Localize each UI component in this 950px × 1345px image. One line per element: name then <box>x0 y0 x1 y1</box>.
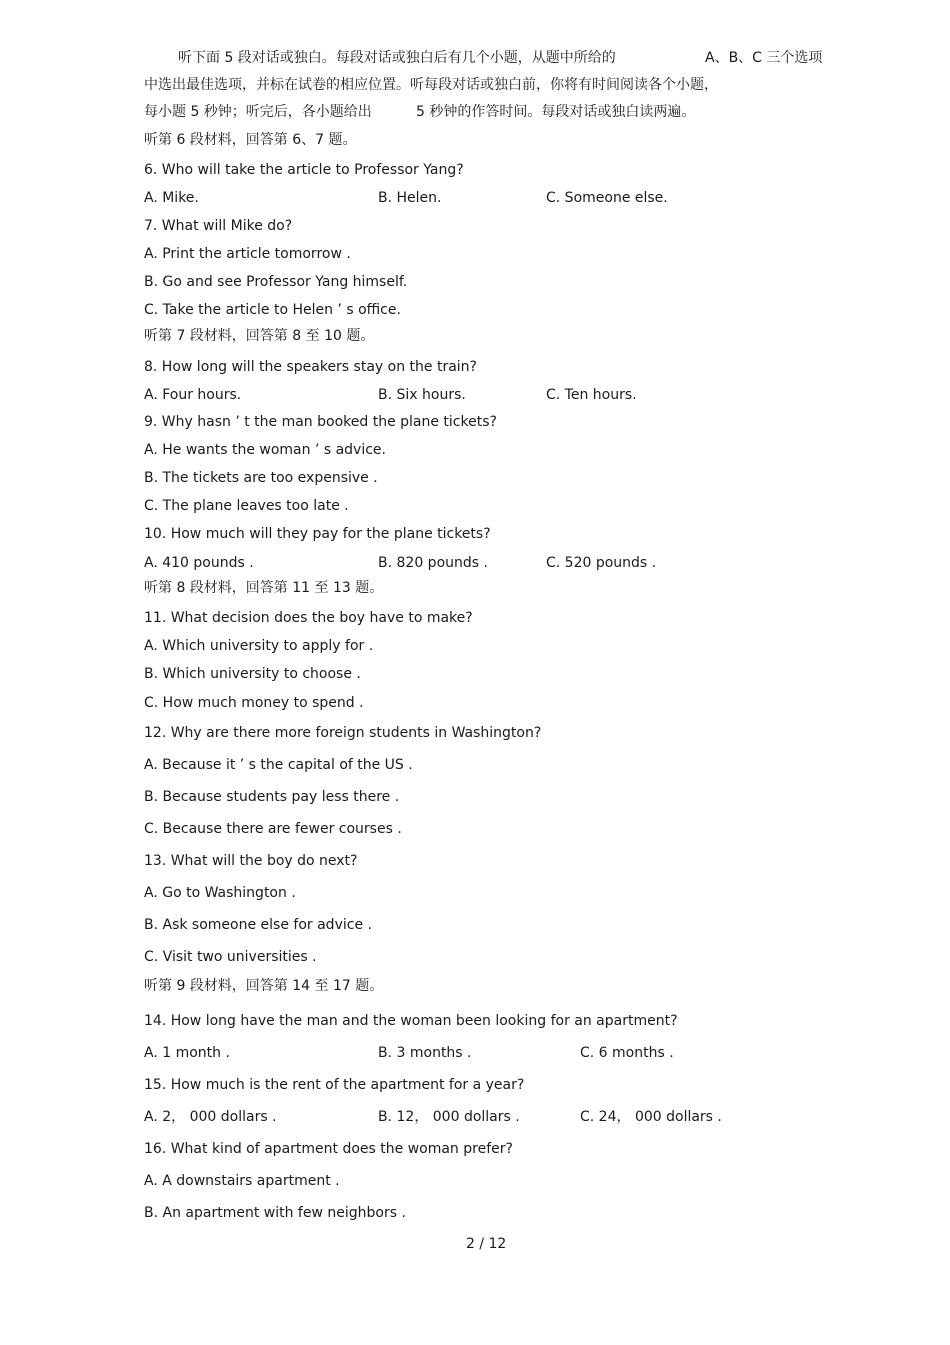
option-a: A. 410 pounds . <box>144 555 254 571</box>
option-b: B. Ask someone else for advice . <box>144 917 372 933</box>
intro-line-1: 听下面 5 段对话或独白。每段对话或独白后有几个小题，从题中所给的 <box>178 50 616 66</box>
option-a: A. 1 month . <box>144 1045 230 1061</box>
question-stem: 6. Who will take the article to Professor Yang? <box>144 162 464 178</box>
option-a: A. Print the article tomorrow . <box>144 246 351 262</box>
option-a: A. Four hours. <box>144 387 242 403</box>
section-heading: 听第 7 段材料，回答第 8 至 10 题。 <box>144 328 375 344</box>
question-stem: 16. What kind of apartment does the woman prefer? <box>144 1141 513 1157</box>
question-stem: 10. How much will they pay for the plane tickets? <box>144 526 491 542</box>
option-c: C. Ten hours. <box>546 387 637 403</box>
option-a: A. He wants the woman ’ s advice. <box>144 442 386 458</box>
option-a: A. Because it ’ s the capital of the US . <box>144 757 413 773</box>
option-c: C. Because there are fewer courses . <box>144 821 402 837</box>
option-c: C. Visit two universities . <box>144 949 317 965</box>
option-c: C. How much money to spend . <box>144 695 364 711</box>
intro-line-3-right: 5 秒钟的作答时间。每段对话或独白读两遍。 <box>416 104 696 120</box>
option-b: B. An apartment with few neighbors . <box>144 1205 406 1221</box>
option-a: A. Which university to apply for . <box>144 638 374 654</box>
intro-line-1-right: A、B、C 三个选项 <box>705 50 823 66</box>
option-b: B. Helen. <box>378 190 442 206</box>
option-b: B. Because students pay less there . <box>144 789 400 805</box>
option-b: B. Which university to choose . <box>144 666 361 682</box>
question-stem: 15. How much is the rent of the apartment for a year? <box>144 1077 525 1093</box>
option-b: B. 820 pounds . <box>378 555 488 571</box>
option-a: A. Mike. <box>144 190 199 206</box>
option-c: C. Someone else. <box>546 190 668 206</box>
section-heading: 听第 8 段材料，回答第 11 至 13 题。 <box>144 580 384 596</box>
option-a: A. Go to Washington . <box>144 885 296 901</box>
question-stem: 7. What will Mike do? <box>144 218 293 234</box>
intro-line-3: 每小题 5 秒钟；听完后，各小题给出 <box>144 104 372 120</box>
section-heading: 听第 9 段材料，回答第 14 至 17 题。 <box>144 978 384 994</box>
option-a: A. A downstairs apartment . <box>144 1173 340 1189</box>
question-stem: 14. How long have the man and the woman been looking for an apartment? <box>144 1013 678 1029</box>
question-stem: 9. Why hasn ’ t the man booked the plane tickets? <box>144 414 497 430</box>
intro-line-2: 中选出最佳选项，并标在试卷的相应位置。听每段对话或独白前，你将有时间阅读各个小题， <box>144 77 718 93</box>
page-number: 2 / 12 <box>466 1236 507 1252</box>
option-b: B. 3 months . <box>378 1045 472 1061</box>
option-a: A. 2， 000 dollars . <box>144 1109 277 1125</box>
option-b: B. 12， 000 dollars . <box>378 1109 520 1125</box>
option-c: C. 6 months . <box>580 1045 674 1061</box>
option-c: C. 520 pounds . <box>546 555 657 571</box>
section-heading: 听第 6 段材料，回答第 6、7 题。 <box>144 132 357 148</box>
option-b: B. Six hours. <box>378 387 466 403</box>
option-c: C. 24， 000 dollars . <box>580 1109 722 1125</box>
question-stem: 12. Why are there more foreign students in Washington? <box>144 725 542 741</box>
option-c: C. Take the article to Helen ’ s office. <box>144 302 401 318</box>
question-stem: 13. What will the boy do next? <box>144 853 358 869</box>
option-b: B. Go and see Professor Yang himself. <box>144 274 408 290</box>
option-c: C. The plane leaves too late . <box>144 498 349 514</box>
option-b: B. The tickets are too expensive . <box>144 470 378 486</box>
question-stem: 11. What decision does the boy have to make? <box>144 610 473 626</box>
question-stem: 8. How long will the speakers stay on the train? <box>144 359 477 375</box>
